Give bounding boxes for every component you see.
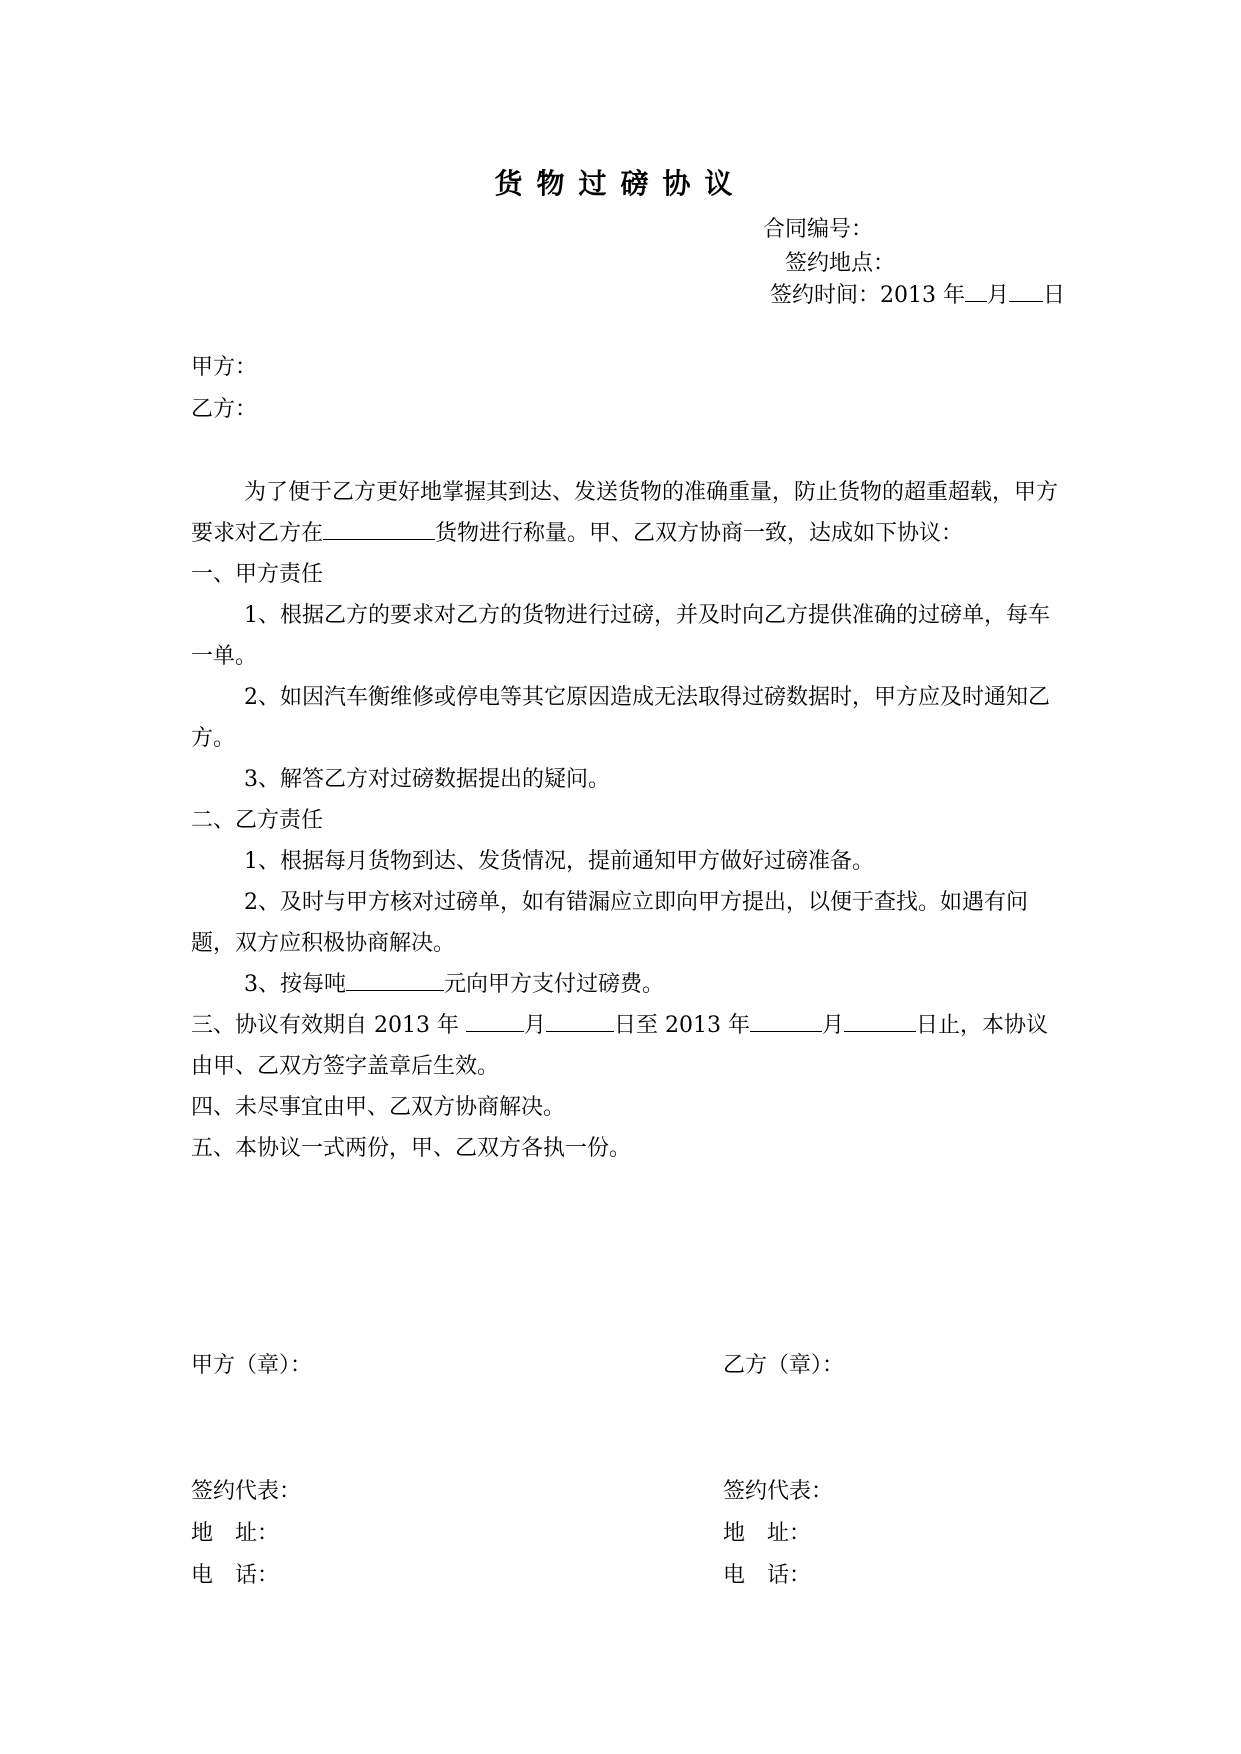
fee-blank [346,970,444,991]
party-b-seal-label: 乙方（章）： [723,1353,845,1378]
party-a-address: 地 址： [191,1521,280,1546]
contract-number-label: 合同编号： [763,217,874,242]
section3-paragraph [191,1005,1061,1087]
validity-end: 日止，本协议由甲、乙双方签字盖章后生效。 [191,1013,1049,1079]
section2-heading: 二、乙方责任 [191,808,324,833]
sign-place-label: 签约地点： [785,251,896,276]
party-a-seal-label: 甲方（章）： [191,1353,313,1378]
validity-month1: 月 [523,1013,546,1038]
fee-suffix: 元向甲方支付过磅费。 [444,972,665,997]
section2-item3 [191,964,1061,1005]
end-day-blank [844,1011,916,1032]
intro-text-2: 货物进行称量。甲、乙双方协商一致，达成如下协议： [435,521,964,546]
section1-heading: 一、甲方责任 [191,562,324,587]
sign-time-month: 月 [986,283,1009,308]
intro-paragraph [191,472,1061,554]
section1-item1: 1、根据乙方的要求对乙方的货物进行过磅，并及时向乙方提供准确的过磅单，每车一单。 [191,603,1050,669]
sign-time-day: 日 [1043,283,1066,308]
party-a-representative: 签约代表： [191,1479,302,1504]
goods-blank [323,519,435,540]
section2-item1: 1、根据每月货物到达、发货情况，提前通知甲方做好过磅准备。 [244,849,874,874]
start-day-blank [546,1011,614,1032]
party-a-phone: 电 话： [191,1563,280,1588]
party-b-phone: 电 话： [723,1563,812,1588]
day-blank [1009,281,1043,302]
validity-day1: 日至 2013 年 [614,1013,750,1038]
end-month-blank [750,1011,822,1032]
validity-month2: 月 [821,1013,844,1038]
sign-time-prefix: 签约时间：2013 年 [770,283,965,308]
validity-prefix: 三、协议有效期自 2013 年 [191,1013,459,1038]
section1-item3: 3、解答乙方对过磅数据提出的疑问。 [244,767,610,792]
section5-paragraph: 五、本协议一式两份，甲、乙双方各执一份。 [191,1136,632,1161]
section2-item2: 2、及时与甲方核对过磅单，如有错漏应立即向甲方提出，以便于查找。如遇有问题，双方应积极协商解决。 [191,890,1028,956]
party-b-representative: 签约代表： [723,1479,834,1504]
start-month-blank [466,1011,524,1032]
party-b-label: 乙方： [191,397,258,422]
party-b-address: 地 址： [723,1521,812,1546]
contract-body [191,472,1061,1169]
document-title: 货物过磅协议 [494,167,747,200]
month-blank [965,281,987,302]
section4-paragraph: 四、未尽事宜由甲、乙双方协商解决。 [191,1095,566,1120]
section1-item2: 2、如因汽车衡维修或停电等其它原因造成无法取得过磅数据时，甲方应及时通知乙方。 [191,685,1050,751]
intro-text-1: 为了便于乙方更好地掌握其到达、发送货物的准确重量，防止货物的超重超载，甲方要求对乙方在 [191,480,1059,546]
party-a-label: 甲方： [191,355,258,380]
fee-prefix: 3、按每吨 [244,972,346,997]
sign-time-line [770,280,1065,312]
